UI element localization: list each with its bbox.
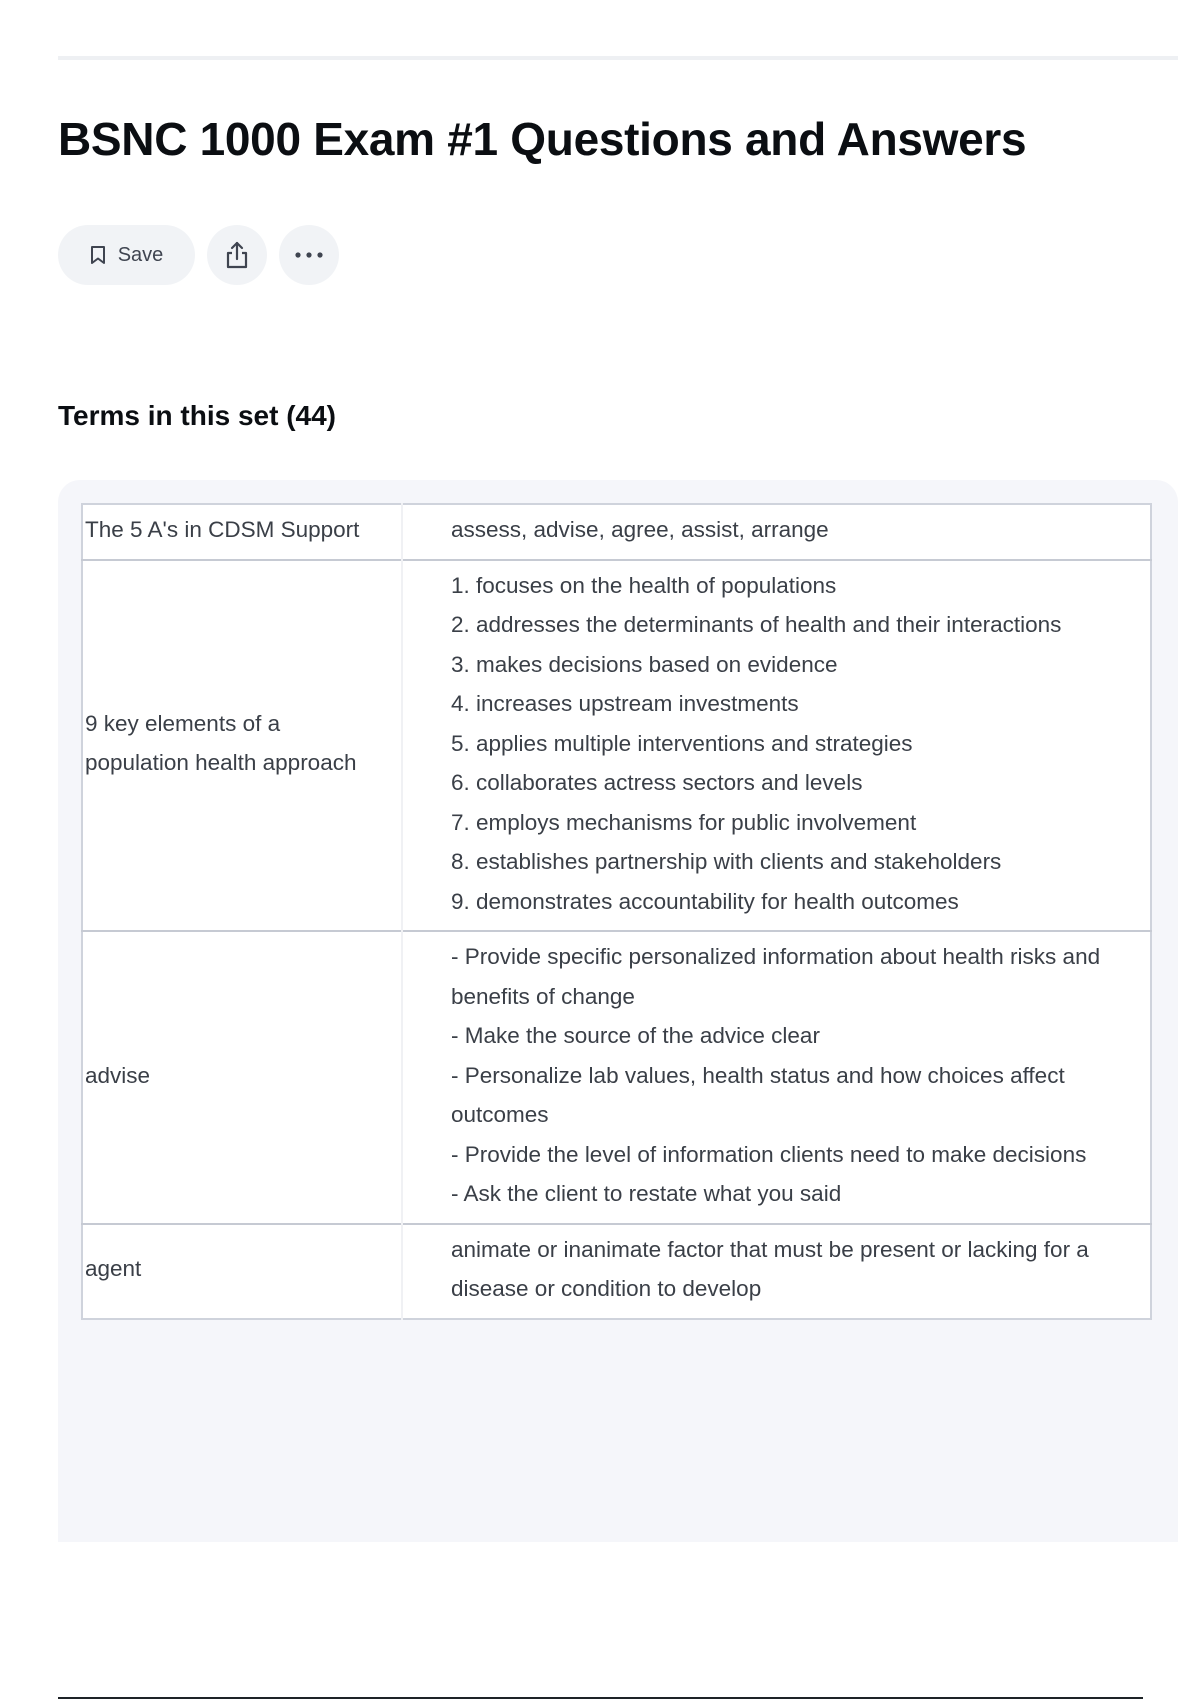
term-cell: 9 key elements of a population health approach xyxy=(82,560,402,932)
definition-line: - Make the source of the advice clear xyxy=(451,1023,820,1048)
definition-line: 2. addresses the determinants of health and their interactions xyxy=(451,612,1062,637)
share-icon xyxy=(224,240,250,270)
term-cell: agent xyxy=(82,1224,402,1319)
definition-line: - Provide specific personalized information about health risks and benefits of change xyxy=(451,944,1101,1009)
more-horizontal-icon xyxy=(294,251,324,259)
table-row xyxy=(82,1224,1151,1319)
page-title: BSNC 1000 Exam #1 Questions and Answers xyxy=(58,113,1027,165)
save-button[interactable] xyxy=(58,225,195,285)
definition-line: 3. makes decisions based on evidence xyxy=(451,651,838,677)
definition-line: 1. focuses on the health of populations xyxy=(451,572,837,598)
definition-cell xyxy=(402,560,1151,932)
save-button-label: Save xyxy=(117,243,164,266)
definition-line: 6. collaborates actress sectors and levels xyxy=(451,770,863,795)
terms-table xyxy=(81,503,1152,1320)
toolbar xyxy=(58,225,339,285)
table-row xyxy=(82,560,1151,932)
definition-cell xyxy=(402,1224,1151,1319)
more-options-button[interactable] xyxy=(279,225,339,285)
definition-cell xyxy=(402,504,1151,560)
definition-line: assess, advise, agree, assist, arrange xyxy=(451,517,829,542)
term-cell: The 5 A's in CDSM Support xyxy=(82,504,402,560)
definition-cell xyxy=(402,931,1151,1224)
section-title: Terms in this set (44) xyxy=(58,400,337,431)
definition-line: - Ask the client to restate what you said xyxy=(451,1181,842,1206)
share-button[interactable] xyxy=(207,225,267,285)
definition-line: - Provide the level of information clients need to make decisions xyxy=(451,1141,1087,1167)
top-divider xyxy=(58,56,1178,60)
term-cell: advise xyxy=(82,931,402,1224)
definition-line: 4. increases upstream investments xyxy=(451,691,799,716)
definition-line: 9. demonstrates accountability for health outcomes xyxy=(451,888,959,914)
bookmark-icon xyxy=(90,245,106,265)
table-row xyxy=(82,504,1151,560)
definition-line: 5. applies multiple interventions and strategies xyxy=(451,730,913,756)
definition-line: animate or inanimate factor that must be present or lacking for a disease or condition to develop xyxy=(451,1236,1089,1301)
table-row xyxy=(82,931,1151,1224)
definition-line: - Personalize lab values, health status and how choices affect outcomes xyxy=(451,1062,1065,1127)
definition-line: 8. establishes partnership with clients and stakeholders xyxy=(451,849,1002,874)
bottom-divider xyxy=(58,1697,1143,1699)
definition-line: 7. employs mechanisms for public involvement xyxy=(451,809,917,835)
